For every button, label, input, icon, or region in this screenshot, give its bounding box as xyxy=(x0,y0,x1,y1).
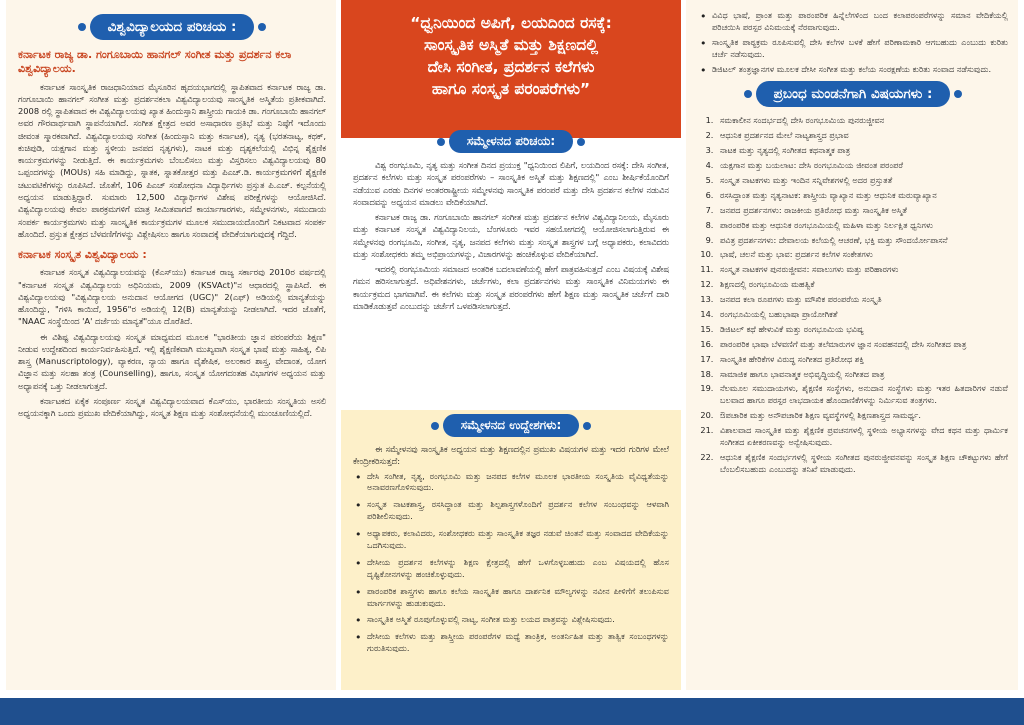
topic-item: 6. ರಸಸಿದ್ಧಾಂತ ಮತ್ತು ನೃತ್ಯನಾಟಕ: ಶಾಸ್ತ್ರೀಯ ವ್ಯಾಖ್ಯಾನ ಮತ್ತು ಆಧುನಿಕ ಮರುವ್ಯಾಖ್ಯಾನ xyxy=(716,190,1008,202)
sanskrit-university-paragraph-3: ಕರ್ನಾಟಕದ ಏಕೈಕ ಸಂಪೂರ್ಣ ಸಂಸ್ಕೃತ ವಿಶ್ವವಿದ್ಯಾಲಯವಾದ ಕೆಎಸ್‌ಯು, ಭಾರತೀಯ ಸಂಸ್ಕೃತಿಯ ಅಸಲಿ ಅಧ್ಯಯನಕ್ಕಾಗಿ ಒಂದು ಪ್ರಮುಖ ವೇದಿಕೆಯಾಗಿದ್ದು, ಸಂಸ್ಕೃತ ಶಿಕ್ಷಣ ಮತ್ತು ಸಂಶೋಧನೆಯಲ್ಲಿ ಮುಂಚೂಣಿಯಲ್ಲಿದೆ. xyxy=(18,396,326,419)
objectives-intro: ಈ ಸಮ್ಮೇಳನವು ಸಾಂಸ್ಕೃತಿಕ ಅಧ್ಯಯನ ಮತ್ತು ಶಿಕ್ಷಣದಲ್ಲಿನ ಪ್ರಮುಖ ವಿಷಯಗಳ ಮತ್ತು ಇದರ ಗುರಿಗಳ ಮೇಲೆ ಕೇಂದ್ರೀಕರಿಸುತ್ತದೆ: xyxy=(353,444,669,467)
objective-item: • ಡಿಜಿಟಲ್ ತಂತ್ರಜ್ಞಾನಗಳ ಮೂಲಕ ದೇಸೀ ಸಂಗೀತ ಮತ್ತು ಕಲೆಯ ಸಂರಕ್ಷಣೆಯ ಕುರಿತು ಸಂವಾದ ನಡೆಸುವುದು. xyxy=(698,64,1008,76)
topic-item: 15. ಡಿಜಿಟಲ್ ಕಥೆ ಹೇಳುವಿಕೆ ಮತ್ತು ರಂಗಭೂಮಿಯ ಭವಿಷ್ಯ xyxy=(716,324,1008,336)
objective-item: • ಸಾಂಸ್ಕೃತಿಕ ಅಸ್ಮಿತೆ ರೂಪುಗೊಳ್ಳುವಲ್ಲಿ ನಾಟ್ಯ, ಸಂಗೀತ ಮತ್ತು ಲಯದ ಪಾತ್ರವನ್ನು ವಿಶ್ಲೇಷಿಸುವುದು. xyxy=(353,614,669,626)
music-university-paragraph: ಕರ್ನಾಟಕ ಸಾಂಸ್ಕೃತಿಕ ರಾಜಧಾನಿಯಾದ ಮೈಸೂರಿನ ಹೃದಯಭಾಗದಲ್ಲಿ ಸ್ಥಾಪಿತವಾದ ಕರ್ನಾಟಕ ರಾಜ್ಯ ಡಾ. ಗಂಗೂಬಾಯಿ ಹಾನಗಲ್ ಸಂಗೀತ ಮತ್ತು ಪ್ರದರ್ಶನಕಲಾ ವಿಶ್ವವಿದ್ಯಾಲಯವು ಸಾಂಸ್ಕೃತಿಕ ಅಸ್ಮಿತೆಯ ಪ್ರತೀಕವಾಗಿದೆ. 2008 ರಲ್ಲಿ ಸ್ಥಾಪಿತವಾದ ಈ ವಿಶ್ವವಿದ್ಯಾಲಯವು ಖ್ಯಾತ ಹಿಂದುಸ್ತಾನಿ ಶಾಸ್ತ್ರೀಯ ಗಾಯಕಿ ಡಾ. ಗಂಗೂಬಾಯಿ ಹಾನಗಲ್ ಅವರ ಗೌರವಾರ್ಥವಾಗಿ ಸ್ಥಾಪನೆಯಾಗಿದೆ. ಸಂಗೀತ ಕ್ಷೇತ್ರದ ಅವರ ಅಸಾಧಾರಣ ಪ್ರತಿಭೆ ಮತ್ತು ನಿಷ್ಠೆಗೆ ಇದೊಂದು ಜೀವಂತ ಸ್ಮಾರಕವಾಗಿದೆ. ವಿಶ್ವವಿದ್ಯಾಲಯವು ಸಂಗೀತ (ಹಿಂದುಸ್ತಾನಿ ಮತ್ತು ಕರ್ನಾಟಕ), ನೃತ್ಯ (ಭರತನಾಟ್ಯ, ಕಥಕ್, ಕುಚಿಪುಡಿ, ಯಕ್ಷಗಾನ ಮತ್ತು ಸ್ಥಳೀಯ ಜನಪದ ನೃತ್ಯಗಳು), ನಾಟಕ ಮತ್ತು ದೃಶ್ಯಕಲೆಯಲ್ಲಿ ವಿಭಿನ್ನ ಶೈಕ್ಷಣಿಕ ಕಾರ್ಯಕ್ರಮಗಳನ್ನು ನೀಡುತ್ತಿದೆ. ಈ ಕಾರ್ಯಕ್ರಮಗಳು ಬೆಂಬಲಿಸಲು ಮತ್ತು ವಿಸ್ತರಿಸಲು ವಿಶ್ವವಿದ್ಯಾಲಯವು 80 ಒಪ್ಪಂದಗಳನ್ನು (MOUs) ಸಹಿ ಮಾಡಿದ್ದು, ಸ್ನಾತಕ, ಸ್ನಾತಕೋತ್ತರ ಮತ್ತು ಪಿಎಚ್.ಡಿ. ಕಾರ್ಯಕ್ರಮಗಳಿಗೆ ಶೈಕ್ಷಣಿಕ ಚಟುವಟಿಕೆಗಳನ್ನು ರೂಪಿಸಿದೆ. ಜೊತೆಗೆ, 106 ಪಿಎಚ್ ಸಂಶೋಧನಾ ವಿದ್ಯಾರ್ಥಿಗಳು ಪ್ರಸ್ತುತ ಪಿ.ಎಚ್. ಕಲ್ಪನೆಯಲ್ಲಿ ಅಧ್ಯಯನ ಮಾಡುತ್ತಿದ್ದಾರೆ. ಸುಮಾರು 12,500 ವಿದ್ಯಾರ್ಥಿಗಳ ವಿಶೇಷ ಪರೀಕ್ಷೆಗಳನ್ನು ಆಯೋಜಿಸಿದೆ. ವಿಶ್ವವಿದ್ಯಾಲಯವು ಕೇವಲ ಪಾಠಕ್ರಮಗಳಿಗೆ ಮಾತ್ರ ಸೀಮಿತವಾಗದೆ ಕಾರ್ಯಾಗಾರಗಳು, ಸಮ್ಮೇಳನಗಳು, ಸಮುದಾಯ ಸಂಪರ್ಕ ಕಾರ್ಯಕ್ರಮಗಳು ಮತ್ತು ಸಾಂಸ್ಕೃತಿಕ ಕಾರ್ಯಕ್ರಮಗಳ ಮೂಲಕ ಸಮುದಾಯದೊಂದಿಗೆ ನಿಕಟವಾದ ಸಂಪರ್ಕ ಹೊಂದಿದೆ. ಪ್ರಸ್ತುತ ಕ್ಷೇತ್ರದ ಬೆಳವಣಿಗೆಗಳನ್ನು ವಿಶ್ಲೇಷಿಸಲು ಹಾಗೂ ಸಂವಾದಕ್ಕೆ ವೇದಿಕೆಯಾಗುವುದಕ್ಕೆ ಗೆದ್ದಿದೆ. xyxy=(18,81,326,239)
university-intro-heading: ವಿಶ್ವವಿದ್ಯಾಲಯದ ಪರಿಚಯ : xyxy=(90,14,255,40)
sanskrit-university-subheading: ಕರ್ನಾಟಕ ಸಂಸ್ಕೃತ ವಿಶ್ವವಿದ್ಯಾಲಯ : xyxy=(18,248,147,262)
topic-item: 2. ಆಧುನಿಕ ಪ್ರದರ್ಶನದ ಮೇಲೆ ನಾಟ್ಯಶಾಸ್ತ್ರದ ಪ್ರಭಾವ xyxy=(716,130,1008,142)
topic-item: 1. ಸಮಕಾಲೀನ ಸಂದರ್ಭದಲ್ಲಿ ದೇಸಿ ರಂಗಭೂಮಿಯ ಪುನರುಜ್ಜೀವನ xyxy=(716,115,1008,127)
topics-column xyxy=(686,0,1018,690)
topic-item: 8. ಪಾರಂಪರಿಕ ಮತ್ತು ಆಧುನಿಕ ರಂಗಭೂಮಿಯಲ್ಲಿ ಮಹಿಳಾ ಮತ್ತು ನಿರ್ಲಕ್ಷಿತ ಧ್ವನಿಗಳು xyxy=(716,220,1008,232)
topic-item: 16. ಪಾರಂಪರಿಕ ಭಾಷಾ ಬೆಳವಣಿಗೆ ಮತ್ತು ತಲೆಮಾರುಗಳ ಜ್ಞಾನ ಸಂವಹನದಲ್ಲಿ ದೇಸಿ ಸಂಗೀತದ ಪಾತ್ರ xyxy=(716,339,1008,351)
objective-item: • ದೇಸೀಯ ಕಲೆಗಳು ಮತ್ತು ಶಾಸ್ತ್ರೀಯ ಪರಂಪರೆಗಳ ಮಧ್ಯೆ ತಾಂತ್ರಿಕ, ಅಂತರ್ನಿಹಿತ ಮತ್ತು ತಾತ್ವಿಕ ಸಂಬಂಧಗಳನ್ನು ಗುರುತಿಸುವುದು. xyxy=(353,631,669,655)
sanskrit-university-paragraph-2: ಈ ವಿಶಿಷ್ಟ ವಿಶ್ವವಿದ್ಯಾಲಯವು ಸಂಸ್ಕೃತ ಮಾಧ್ಯಮದ ಮೂಲಕ "ಭಾರತೀಯ ಜ್ಞಾನ ಪರಂಪರೆಯ ಶಿಕ್ಷಣ" ನೀಡುವ ಉದ್ದೇಶದಿಂದ ಕಾರ್ಯನಿರ್ವಹಿಸುತ್ತಿದೆ. ಇಲ್ಲಿ ಶೈಕ್ಷಣಿಕವಾಗಿ ಮುಖ್ಯವಾಗಿ ಸಂಸ್ಕೃತ ಭಾಷೆ ಮತ್ತು ಸಾಹಿತ್ಯ, ಲಿಪಿ ಶಾಸ್ತ್ರ (Manuscriptology), ವ್ಯಾಕರಣ, ನ್ಯಾಯ ಹಾಗೂ ವೈಶೇಷಿಕ, ಅಲಂಕಾರ ಶಾಸ್ತ್ರ, ವೇದಾಂತ, ಯೋಗ ವಿಜ್ಞಾನ ಮತ್ತು ಸಲಹಾ ತಂತ್ರ (Counselling), ಹಾಗೂ, ಸಂಸ್ಕೃತ ಯೋಗದಂತಹ ವಿಭಾಗಗಳ ಅಧ್ಯಯನ ಮತ್ತು ಅಧ್ಯಾಪನಕ್ಕೆ ಒತ್ತು ನೀಡಲಾಗುತ್ತದೆ. xyxy=(18,331,326,391)
conference-intro-paragraph-2: ಕರ್ನಾಟಕ ರಾಜ್ಯ ಡಾ. ಗಂಗೂಬಾಯಿ ಹಾನಗಲ್ ಸಂಗೀತ ಮತ್ತು ಪ್ರದರ್ಶನ ಕಲೆಗಳ ವಿಶ್ವವಿದ್ಯಾನಿಲಯ, ಮೈಸೂರು ಮತ್ತು ಕರ್ನಾಟಕ ಸಂಸ್ಕೃತ ವಿಶ್ವವಿದ್ಯಾನಿಲಯ, ಬೆಂಗಳೂರು ಇವರ ಸಹಯೋಗದಲ್ಲಿ ಆಯೋಜಿಸಲಾಗುತ್ತಿರುವ ಈ ಸಮ್ಮೇಳನವು ರಂಗಭೂಮಿ, ಸಂಗೀತ, ನೃತ್ಯ, ಜನಪದ ಕಲೆಗಳು ಮತ್ತು ಸಂಸ್ಕೃತ ಶಾಸ್ತ್ರಗಳ ಬಗ್ಗೆ ಅಧ್ಯಾಪಕರು, ಕಲಾವಿದರು ಮತ್ತು ಸಂಶೋಧಕರು ತಮ್ಮ ಅಭಿಪ್ರಾಯಗಳನ್ನು, ವಿಚಾರಗಳನ್ನು ಹಂಚಿಕೊಳ್ಳುವ ವೇದಿಕೆಯಾಗಿದೆ. xyxy=(353,212,669,259)
topic-item: 14. ರಂಗಭೂಮಿಯಲ್ಲಿ ಬಹುಭಾಷಾ ಪ್ರಾಯೋಗಿಕತೆ xyxy=(716,309,1008,321)
topic-item: 21. ವಿಶಾಲವಾದ ಸಾಂಸ್ಕೃತಿಕ ಮತ್ತು ಶೈಕ್ಷಣಿಕ ಪ್ರವಚನಗಳಲ್ಲಿ ಸ್ಥಳೀಯ ಅಭ್ಯಾಸಗಳನ್ನು ವೇದ ಕಥನ ಮತ್ತು ಧಾರ್ಮಿಕ ಸಂಗೀತದ ಏಕೀಕರಣವನ್ನು ಅನ್ವೇಷಿಸುವುದು. xyxy=(716,425,1008,449)
objectives-heading: ಸಮ್ಮೇಳನದ ಉದ್ದೇಶಗಳು: xyxy=(443,414,580,437)
topic-item: 12. ಶಿಕ್ಷಣದಲ್ಲಿ ರಂಗಭೂಮಿಯ ಮಹತ್ವಿಕೆ xyxy=(716,279,1008,291)
conference-column xyxy=(341,0,681,690)
objectives-box xyxy=(341,410,681,690)
topic-item: 11. ಸಂಸ್ಕೃತ ನಾಟಕಗಳ ಪುನರುಜ್ಜೀವನ: ಸವಾಲುಗಳು ಮತ್ತು ಪರಿಹಾರಗಳು xyxy=(716,264,1008,276)
objective-item: • ಸಂಸ್ಕೃತ ನಾಟಕಶಾಸ್ತ್ರ, ರಸಸಿದ್ಧಾಂತ ಮತ್ತು ಶಿಲ್ಪಶಾಸ್ತ್ರಗಳೊಂದಿಗೆ ಪ್ರದರ್ಶನ ಕಲೆಗಳ ಸಂಬಂಧವನ್ನು ಆಳವಾಗಿ ಪರಿಶೀಲಿಸುವುದು. xyxy=(353,499,669,523)
objective-item: • ಸಾಂಸ್ಕೃತಿಕ ಪಾಠ್ಯಕ್ರಮ ರೂಪಿಸುವಲ್ಲಿ ದೇಸಿ ಕಲೆಗಳ ಬಳಕೆ ಹೇಗೆ ಪರಿಣಾಮಕಾರಿ ಆಗಬಹುದು ಎಂಬುದು ಕುರಿತು ಚರ್ಚೆ ನಡೆಸುವುದು. xyxy=(698,37,1008,61)
topic-item: 17. ಸಾಂಸ್ಕೃತಿಕ ಹೇರಿಕೆಗಳ ವಿರುದ್ಧ ಸಂಗೀತದ ಪ್ರತಿರೋಧ ಶಕ್ತಿ xyxy=(716,354,1008,366)
university-intro-column xyxy=(6,0,336,690)
conference-intro-paragraph-1: ವಿಶ್ವ ರಂಗಭೂಮಿ, ನೃತ್ಯ ಮತ್ತು ಸಂಗೀತ ದಿನದ ಪ್ರಯುಕ್ತ "ಧ್ವನಿಯಿಂದ ಲಿಪಿಗೆ, ಲಯದಿಂದ ರಸಕ್ಕೆ: ದೇಸಿ ಸಂಗೀತ, ಪ್ರದರ್ಶನ ಕಲೆಗಳು ಮತ್ತು ಸಂಸ್ಕೃತ ಪರಂಪರೆಗಳು – ಸಾಂಸ್ಕೃತಿಕ ಅಸ್ಮಿತೆ ಮತ್ತು ಶಿಕ್ಷಣದಲ್ಲಿ" ಎಂಬ ಶೀರ್ಷಿಕೆಯೊಂದಿಗೆ ನಡೆಯುವ ಎರಡು ದಿನಗಳ ಅಂತರರಾಷ್ಟ್ರೀಯ ಸಮ್ಮೇಳನವು ಸಾಂಸ್ಕೃತಿಕ ಪರಂಪರೆ ಮತ್ತು ದೇಸಿ ಪ್ರದರ್ಶನ ಕಲೆಗಳ ನಡುವಿನ ಸಂವಾದವನ್ನು ಅಧ್ಯಯನ ಮಾಡಲು ವೇದಿಕೆಯಾಗಿದೆ. xyxy=(353,160,669,207)
paper-topics-heading: ಪ್ರಬಂಧ ಮಂಡನೆಗಾಗಿ ವಿಷಯಗಳು : xyxy=(756,81,951,107)
objectives-list xyxy=(353,471,669,656)
banner-line-1: “ಧ್ವನಿಯಿಂದ ಅಪಿಗೆ, ಲಯದಿಂದ ರಸಕ್ಕೆ: xyxy=(410,14,612,32)
objective-item: • ದೇಸಿ ಸಂಗೀತ, ನೃತ್ಯ, ರಂಗಭೂಮಿ ಮತ್ತು ಜನಪದ ಕಲೆಗಳ ಮೂಲಕ ಭಾರತೀಯ ಸಂಸ್ಕೃತಿಯ ವೈವಿಧ್ಯತೆಯನ್ನು ಅನಾವರಣಗೊಳಿಸುವುದು. xyxy=(353,471,669,495)
topic-item: 7. ಜನಪದ ಪ್ರದರ್ಶನಗಳು: ರಾಜಕೀಯ ಪ್ರತಿರೋಧ ಮತ್ತು ಸಾಂಸ್ಕೃತಿಕ ಅಸ್ಮಿತೆ xyxy=(716,205,1008,217)
topic-item: 3. ನಾಟಕ ಮತ್ತು ನೃತ್ಯದಲ್ಲಿ ಸಂಗೀತದ ಕಥನಾತ್ಮಕ ಪಾತ್ರ xyxy=(716,145,1008,157)
paper-topics-list xyxy=(698,115,1008,475)
objective-item: • ಪಾರಂಪರಿಕ ಶಾಸ್ತ್ರಗಳು ಹಾಗೂ ಕಲೆಯ ಸಾಂಸ್ಕೃತಿಕ ಹಾಗೂ ದಾರ್ಶನಿಕ ಮೌಲ್ಯಗಳನ್ನು ನವೀನ ಪೀಳಿಗೆಗೆ ತಲುಪಿಸುವ ಮಾರ್ಗಗಳನ್ನು ಹುಡುಕುವುದು. xyxy=(353,586,669,610)
conference-title-banner xyxy=(341,0,681,138)
objective-item: • ಅಧ್ಯಾಪಕರು, ಕಲಾವಿದರು, ಸಂಶೋಧಕರು ಮತ್ತು ಸಾಂಸ್ಕೃತಿಕ ತಜ್ಞರ ನಡುವೆ ಚಿಂತನೆ ಮತ್ತು ಸಂವಾದದ ವೇದಿಕೆಯನ್ನು ಒದಗಿಸುವುದು. xyxy=(353,528,669,552)
objectives-continued-list xyxy=(698,10,1008,75)
topic-item: 22. ಆಧುನಿಕ ಶೈಕ್ಷಣಿಕ ಸಂದರ್ಭಗಳಲ್ಲಿ ಸ್ಥಳೀಯ ಸಂಗೀತದ ಪುನರುಜ್ಜೀವನವನ್ನು ಸಂಸ್ಕೃತ ಶಿಕ್ಷಣ ಚೌಕಟ್ಟುಗಳು ಹೇಗೆ ಬೆಂಬಲಿಸಬಹುದು ಎಂಬುದನ್ನು ತನಿಖೆ ಮಾಡುವುದು. xyxy=(716,452,1008,476)
conference-intro-paragraph-3: ಇದರಲ್ಲಿ ರಂಗಭೂಮಿಯ ಸಮಾಜದ ಅಂತರಿಕ ಬದಲಾವಣೆಯಲ್ಲಿ ಹೇಗೆ ಪಾತ್ರವಹಿಸುತ್ತದೆ ಎಂಬ ವಿಷಯಕ್ಕೆ ವಿಶೇಷ ಗಮನ ಹರಿಸಲಾಗುತ್ತದೆ. ಅಧಿವೇಶನಗಳು, ಚರ್ಚೆಗಳು, ಕಲಾ ಪ್ರದರ್ಶನಗಳು ಮತ್ತು ಸಾಂಸ್ಕೃತಿಕ ವಿನಿಮಯಗಳು ಈ ಕಾರ್ಯಕ್ರಮದ ಭಾಗವಾಗಿವೆ. ಈ ಕಲೆಗಳು ಮತ್ತು ಸಂಸ್ಕೃತ ಪರಂಪರೆಗಳು ಹೇಗೆ ಶಿಕ್ಷಣ ಮತ್ತು ಸಾಂಸ್ಕೃತಿಕ ಚರ್ಚೆಗೆ ದಾರಿ ಮಾಡಿಕೊಡುತ್ತವೆ ಎಂಬುದನ್ನು ಚರ್ಚೆಗೆ ಒಳಪಡಿಸಲಾಗುತ್ತದೆ. xyxy=(353,264,669,311)
objective-item: • ದೇಸೀಯ ಪ್ರದರ್ಶನ ಕಲೆಗಳನ್ನು ಶಿಕ್ಷಣ ಕ್ಷೇತ್ರದಲ್ಲಿ ಹೇಗೆ ಒಳಗೊಳ್ಳಬಹುದು ಎಂಬ ವಿಷಯದಲ್ಲಿ ಹೊಸ ದೃಷ್ಟಿಕೋನಗಳನ್ನು ಹಂಚಿಕೊಳ್ಳುವುದು. xyxy=(353,557,669,581)
topic-item: 19. ನೆಲಮೂಲ ಸಮುದಾಯಗಳು, ಶೈಕ್ಷಣಿಕ ಸಂಸ್ಥೆಗಳು, ಅನುದಾನ ಸಂಸ್ಥೆಗಳು ಮತ್ತು ಇತರ ಹಿತದಾರಿಗಳ ನಡುವೆ ಬಲವಾದ ಹಾಗೂ ಪರಸ್ಪರ ಲಾಭದಾಯಕ ಹೊಂದಾಣಿಕೆಗಳನ್ನು ನಿರ್ಮಿಸುವ ತಂತ್ರಗಳು. xyxy=(716,383,1008,407)
banner-line-4: ಹಾಗೂ ಸಂಸ್ಕೃತ ಪರಂಪರೆಗಳು” xyxy=(431,80,591,98)
topic-item: 18. ಸಾಮಾಜಿಕ ಹಾಗೂ ಭಾವನಾತ್ಮಕ ಅಭಿವೃದ್ಧಿಯಲ್ಲಿ ಸಂಗೀತದ ಪಾತ್ರ xyxy=(716,369,1008,381)
bottom-color-bar xyxy=(0,698,1024,725)
music-university-subheading: ಕರ್ನಾಟಕ ರಾಜ್ಯ ಡಾ. ಗಂಗೂಬಾಯಿ ಹಾನಗಲ್ ಸಂಗೀತ ಮತ್ತು ಪ್ರದರ್ಶನ ಕಲಾ ವಿಶ್ವವಿದ್ಯಾಲಯ. xyxy=(18,48,292,76)
banner-line-2: ಸಾಂಸ್ಕೃತಿಕ ಅಸ್ಮಿತೆ ಮತ್ತು ಶಿಕ್ಷಣದಲ್ಲಿ xyxy=(423,36,599,54)
objective-item: • ವಿವಿಧ ಭಾಷೆ, ಪ್ರಾಂತ ಮತ್ತು ಪಾರಂಪರಿಕ ಹಿನ್ನೆಲೆಗಳಿಂದ ಬಂದ ಕಲಾಪರಂಪರೆಗಳನ್ನು ಸಮಾನ ವೇದಿಕೆಯಲ್ಲಿ ಪರಿಚಯಿಸಿ ಪರಸ್ಪರ ವಿನಿಮಯಕ್ಕೆ ನೆರವಾಗುವುದು. xyxy=(698,10,1008,34)
conference-intro-heading: ಸಮ್ಮೇಳನದ ಪರಿಚಯ: xyxy=(449,130,573,153)
topic-item: 10. ಭಾಷೆ, ಚಲನೆ ಮತ್ತು ಭಾವ: ಪ್ರದರ್ಶನ ಕಲೆಗಳ ಸಂಕೇತಗಳು xyxy=(716,249,1008,261)
sanskrit-university-paragraph-1: ಕರ್ನಾಟಕ ಸಂಸ್ಕೃತ ವಿಶ್ವವಿದ್ಯಾಲಯವನ್ನು (ಕೆಎಸ್‌ಯು) ಕರ್ನಾಟಕ ರಾಜ್ಯ ಸರ್ಕಾರವು 2010ರ ವರ್ಷದಲ್ಲಿ "ಕರ್ನಾಟಕ ಸಂಸ್ಕೃತ ವಿಶ್ವವಿದ್ಯಾಲಯ ಅಧಿನಿಯಮ, 2009 (KSVAct)"ನ ಆಧಾರದಲ್ಲಿ ಸ್ಥಾಪಿಸಿದೆ. ಈ ವಿಶ್ವವಿದ್ಯಾಲಯವು "ವಿಶ್ವವಿದ್ಯಾಲಯ ಅನುದಾನ ಆಯೋಗದ (UGC)" 2(ಎಫ್) ಅಡಿಯಲ್ಲಿ ಮಾನ್ಯತೆಯನ್ನು ಹೊಂದಿದ್ದು, "ಗಳಿಸಿ ಕಾಯಿದೆ, 1956"ರ ಅಡಿಯಲ್ಲಿ 12(B) ಮಾನ್ಯತೆಯನ್ನು ನೀಡಲಾಗಿದೆ. ಇದರ ಜೊತೆಗೆ, "NAAC ಸಂಸ್ಥೆಯಿಂದ 'A' ದರ್ಜೆಯ ಮಾನ್ಯತೆ"ಯೂ ದೊರೆತಿದೆ. xyxy=(18,267,326,327)
topic-item: 5. ಸಂಸ್ಕೃತ ನಾಟಕಗಳು ಮತ್ತು ಇಂದಿನ ಸನ್ನಿವೇಶಗಳಲ್ಲಿ ಅದರ ಪ್ರಸ್ತುತತೆ xyxy=(716,175,1008,187)
topic-item: 4. ಯಕ್ಷಗಾನ ಮತ್ತು ಬಯಲಾಟ: ದೇಸಿ ರಂಗಭೂಮಿಯ ಜೀವಂತ ಪರಂಪರೆ xyxy=(716,160,1008,172)
topic-item: 9. ಪವಿತ್ರ ಪ್ರದರ್ಶನಗಳು: ದೇವಾಲಯ ಕಲೆಯಲ್ಲಿ ಆಚರಣೆ, ಭಕ್ತಿ ಮತ್ತು ಸೌಂದರ್ಯೋಪಾಸನೆ xyxy=(716,235,1008,247)
banner-line-3: ದೇಸಿ ಸಂಗೀತ, ಪ್ರದರ್ಶನ ಕಲೆಗಳು xyxy=(427,58,595,76)
topic-item: 13. ಜನಪದ ಕಲಾ ರೂಪಗಳು ಮತ್ತು ಮೌಖಿಕ ಪರಂಪರೆಯ ಸಂಸ್ಕೃತಿ xyxy=(716,294,1008,306)
topic-item: 20. ಔಪಚಾರಿಕ ಮತ್ತು ಅನೌಪಚಾರಿಕ ಶಿಕ್ಷಣ ವ್ಯವಸ್ಥೆಗಳಲ್ಲಿ ಶಿಕ್ಷಣಶಾಸ್ತ್ರದ ಸಾಮರ್ಥ್ಯ. xyxy=(716,410,1008,422)
